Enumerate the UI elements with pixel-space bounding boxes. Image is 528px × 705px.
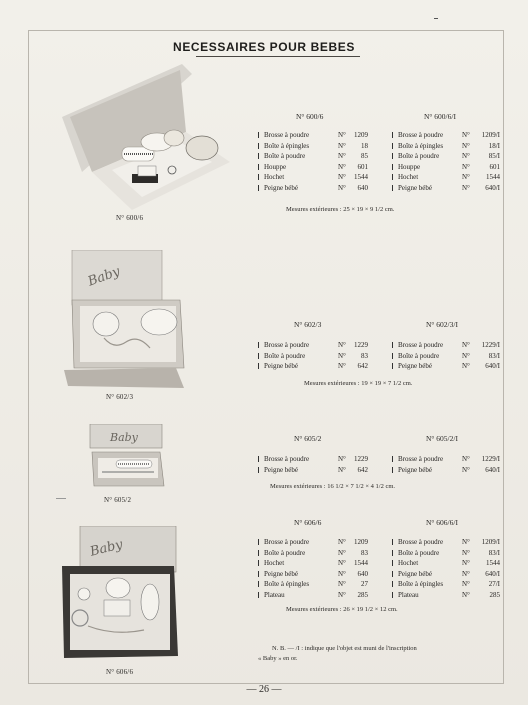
item-list-a: [258, 454, 386, 475]
list-item: Boîte à poudre N° 85: [258, 151, 386, 162]
list-item: Peigne bébé N° 640/I: [392, 361, 502, 372]
item-list-b: [392, 340, 502, 372]
list-item: Boîte à poudre N° 83/I: [392, 548, 502, 559]
list-item: Houppe N° 601: [258, 162, 386, 173]
item-list-a: [258, 130, 386, 193]
item-list-a: [258, 340, 386, 372]
item-list-b: [392, 537, 502, 600]
list-item: Peigne bébé N° 640/I: [392, 465, 502, 476]
list-item: Boîte à poudre N° 85/I: [392, 151, 502, 162]
list-item: Brosse à poudre N° 1229/I: [392, 340, 502, 351]
col-head-b: N° 606/6/I: [426, 518, 458, 527]
footnote-line: « Baby » en or.: [258, 655, 298, 662]
list-item: Peigne bébé N° 640/I: [392, 183, 502, 194]
list-item: Boîte à épingles N° 27: [258, 579, 386, 590]
photo-label-605-2: N° 605/2: [104, 496, 132, 504]
photo-label-600-6: N° 600/6: [116, 214, 144, 222]
page-number: — 26 —: [246, 684, 282, 695]
list-item: Plateau N° 285: [392, 590, 502, 601]
footnote-line: N. B. — /I : indique que l'objet est muni de l'inscription: [272, 645, 417, 652]
list-item: Brosse à poudre N° 1229: [258, 454, 386, 465]
measures-text: Mesures extérieures : 25 × 19 × 9 1/2 cm.: [286, 206, 395, 213]
photo-label-606-6: N° 606/6: [106, 668, 134, 676]
col-head-a: N° 605/2: [294, 434, 322, 443]
list-item: Brosse à poudre N° 1209/I: [392, 130, 502, 141]
list-item: Hochet N° 1544: [258, 172, 386, 183]
list-item: Brosse à poudre N° 1229/I: [392, 454, 502, 465]
product-photo-606-6: [58, 526, 182, 662]
col-head-b: N° 600/6/I: [424, 112, 456, 121]
box-lid-script: Baby: [110, 431, 138, 444]
item-list-b: [392, 454, 502, 475]
box-lid-script: Baby: [85, 264, 123, 290]
list-item: Plateau N° 285: [258, 590, 386, 601]
list-item: Brosse à poudre N° 1209: [258, 130, 386, 141]
col-head-a: N° 602/3: [294, 320, 322, 329]
list-item: Boîte à poudre N° 83: [258, 351, 386, 362]
measures-text: Mesures extérieures : 16 1/2 × 7 1/2 × 4 1/2 cm.: [270, 483, 396, 490]
page-title: NECESSAIRES POUR BEBES: [173, 40, 355, 54]
footnote: [258, 644, 417, 664]
item-list-a: [258, 537, 386, 600]
list-item: Hochet N° 1544: [392, 558, 502, 569]
list-item: Houppe N° 601: [392, 162, 502, 173]
list-item: Boîte à poudre N° 83: [258, 548, 386, 559]
print-mark: [56, 498, 66, 499]
list-item: Brosse à poudre N° 1229: [258, 340, 386, 351]
photo-label-602-3: N° 602/3: [106, 393, 134, 401]
product-photo-602-3: [64, 250, 188, 390]
list-item: Boîte à poudre N° 83/I: [392, 351, 502, 362]
list-item: Peigne bébé N° 642: [258, 361, 386, 372]
list-item: Hochet N° 1544: [392, 172, 502, 183]
col-head-a: N° 600/6: [296, 112, 324, 121]
col-head-b: N° 602/3/I: [426, 320, 458, 329]
item-list-b: [392, 130, 502, 193]
list-item: Brosse à poudre N° 1209: [258, 537, 386, 548]
col-head-a: N° 606/6: [294, 518, 322, 527]
list-item: Boîte à épingles N° 18/I: [392, 141, 502, 152]
list-item: Boîte à épingles N° 18: [258, 141, 386, 152]
measures-text: Mesures extérieures : 19 × 19 × 7 1/2 cm.: [304, 380, 413, 387]
title-underline: [196, 56, 360, 57]
product-photo-605-2: [88, 424, 168, 488]
product-photo-600-6: [62, 62, 232, 212]
col-head-b: N° 605/2/I: [426, 434, 458, 443]
list-item: Hochet N° 1544: [258, 558, 386, 569]
box-lid-script: Baby: [88, 537, 125, 560]
list-item: Boîte à épingles N° 27/I: [392, 579, 502, 590]
measures-text: Mesures extérieures : 26 × 19 1/2 × 12 cm.: [286, 606, 398, 613]
list-item: Peigne bébé N° 640/I: [392, 569, 502, 580]
list-item: Peigne bébé N° 640: [258, 569, 386, 580]
list-item: Peigne bébé N° 640: [258, 183, 386, 194]
print-mark: [434, 18, 438, 19]
list-item: Peigne bébé N° 642: [258, 465, 386, 476]
list-item: Brosse à poudre N° 1209/I: [392, 537, 502, 548]
